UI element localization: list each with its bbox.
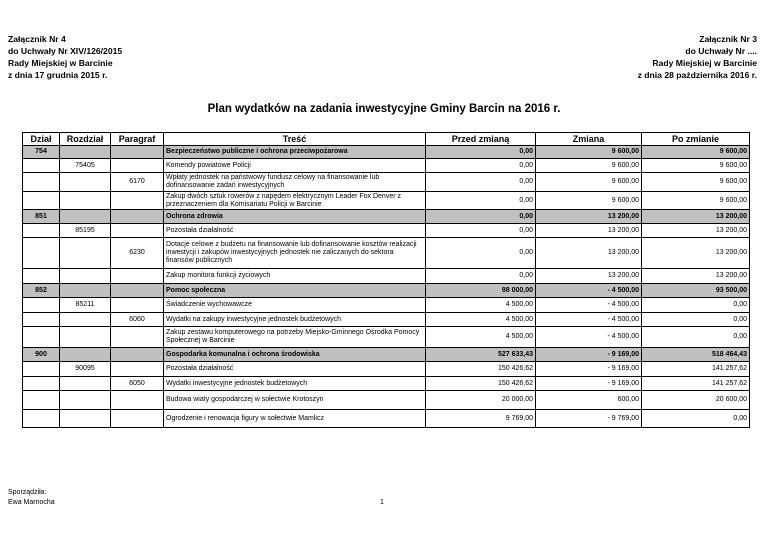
col-header-tresc: Treść xyxy=(164,133,426,146)
cell-po-zmianie: 0,00 xyxy=(642,327,750,348)
cell-paragraf xyxy=(111,269,164,284)
cell-tresc: Ogrodzenie i renowacja figury w sołectwie Mamlicz xyxy=(164,410,426,428)
cell-paragraf: 6060 xyxy=(111,313,164,327)
cell-tresc: Pozostała działalność xyxy=(164,362,426,377)
cell-tresc: Komendy powiatowe Policji xyxy=(164,159,426,173)
table-row xyxy=(23,298,750,313)
footer-label: Sporządziła: xyxy=(8,489,47,496)
cell-paragraf: 6170 xyxy=(111,173,164,192)
cell-rozdzial: 90095 xyxy=(60,362,111,377)
cell-zmiana: - 9 169,00 xyxy=(536,377,642,391)
header-right-line: do Uchwały Nr .... xyxy=(685,46,757,56)
table-row xyxy=(23,159,750,173)
cell-po-zmianie: 13 200,00 xyxy=(642,269,750,284)
cell-paragraf xyxy=(111,298,164,313)
cell-tresc: Zakup zestawu komputerowego na potrzeby Miejsko-Gminnego Ośrodka Pomocy Społecznej w Barcinie xyxy=(164,327,426,348)
cell-tresc: Wydatki na zakupy inwestycyjne jednostek budżetowych xyxy=(164,313,426,327)
table-row xyxy=(23,410,750,428)
cell-przed-zmiana: 4 500,00 xyxy=(426,313,536,327)
cell-po-zmianie: 0,00 xyxy=(642,410,750,428)
cell-paragraf: 6230 xyxy=(111,238,164,269)
header-right xyxy=(638,33,757,81)
header-right-line: Rady Miejskiej w Barcinie xyxy=(652,58,757,68)
cell-rozdzial xyxy=(60,284,111,298)
cell-tresc: Ochrona zdrowia xyxy=(164,210,426,224)
col-header-rozdzial: Rozdział xyxy=(60,133,111,146)
cell-rozdzial xyxy=(60,410,111,428)
header-left xyxy=(8,33,122,81)
cell-tresc: Wydatki inwestycyjne jednostek budżetowych xyxy=(164,377,426,391)
cell-po-zmianie: 93 500,00 xyxy=(642,284,750,298)
cell-zmiana: - 9 169,00 xyxy=(536,348,642,362)
cell-zmiana: - 9 769,00 xyxy=(536,410,642,428)
cell-dzial xyxy=(23,362,60,377)
page-number: 1 xyxy=(380,499,384,506)
cell-paragraf xyxy=(111,410,164,428)
table-row xyxy=(23,377,750,391)
cell-rozdzial: 85211 xyxy=(60,298,111,313)
cell-zmiana: - 4 500,00 xyxy=(536,298,642,313)
table-row xyxy=(23,146,750,159)
cell-zmiana: - 4 500,00 xyxy=(536,313,642,327)
cell-paragraf xyxy=(111,224,164,238)
cell-rozdzial: 75405 xyxy=(60,159,111,173)
cell-rozdzial xyxy=(60,269,111,284)
col-header-dzial: Dział xyxy=(23,133,60,146)
cell-przed-zmiana: 0,00 xyxy=(426,159,536,173)
cell-rozdzial xyxy=(60,313,111,327)
header-left-line: do Uchwały Nr XIV/126/2015 xyxy=(8,46,123,56)
cell-przed-zmiana: 0,00 xyxy=(426,146,536,159)
table-row xyxy=(23,269,750,284)
table-row xyxy=(23,173,750,192)
col-header-przed: Przed zmianą xyxy=(426,133,536,146)
cell-rozdzial xyxy=(60,173,111,192)
cell-zmiana: - 4 500,00 xyxy=(536,327,642,348)
cell-przed-zmiana: 527 633,43 xyxy=(426,348,536,362)
cell-paragraf xyxy=(111,159,164,173)
cell-zmiana: 13 200,00 xyxy=(536,269,642,284)
header-right-line: z dnia 28 października 2016 r. xyxy=(637,70,757,80)
cell-przed-zmiana: 0,00 xyxy=(426,238,536,269)
cell-dzial xyxy=(23,269,60,284)
cell-zmiana: 13 200,00 xyxy=(536,238,642,269)
cell-po-zmianie: 20 600,00 xyxy=(642,391,750,410)
cell-przed-zmiana: 4 500,00 xyxy=(426,327,536,348)
col-header-paragraf: Paragraf xyxy=(111,133,164,146)
table-row xyxy=(23,348,750,362)
cell-dzial xyxy=(23,238,60,269)
cell-przed-zmiana: 0,00 xyxy=(426,192,536,210)
cell-po-zmianie: 0,00 xyxy=(642,313,750,327)
cell-paragraf xyxy=(111,391,164,410)
cell-zmiana: - 4 500,00 xyxy=(536,284,642,298)
cell-rozdzial xyxy=(60,348,111,362)
cell-po-zmianie: 9 600,00 xyxy=(642,146,750,159)
cell-tresc: Zakup dwóch sztuk rowerów z napędem elektrycznym Leader Fox Denver z przeznaczeniem dla Komisariatu Policji w Barcinie xyxy=(164,192,426,210)
cell-po-zmianie: 13 200,00 xyxy=(642,238,750,269)
cell-paragraf xyxy=(111,146,164,159)
header-right-line: Załącznik Nr 3 xyxy=(699,34,757,44)
cell-paragraf xyxy=(111,210,164,224)
cell-zmiana: 9 600,00 xyxy=(536,159,642,173)
cell-po-zmianie: 9 600,00 xyxy=(642,159,750,173)
cell-paragraf xyxy=(111,362,164,377)
cell-dzial xyxy=(23,327,60,348)
table-row xyxy=(23,192,750,210)
cell-dzial xyxy=(23,192,60,210)
cell-rozdzial xyxy=(60,391,111,410)
table-row xyxy=(23,362,750,377)
cell-zmiana: 600,00 xyxy=(536,391,642,410)
table-row xyxy=(23,284,750,298)
table-row xyxy=(23,224,750,238)
cell-tresc: Pozostała działalność xyxy=(164,224,426,238)
cell-przed-zmiana: 0,00 xyxy=(426,210,536,224)
table-row xyxy=(23,210,750,224)
cell-rozdzial xyxy=(60,210,111,224)
cell-po-zmianie: 141 257,62 xyxy=(642,362,750,377)
header-left-line: z dnia 17 grudnia 2015 r. xyxy=(8,70,108,80)
cell-dzial: 851 xyxy=(23,210,60,224)
cell-po-zmianie: 0,00 xyxy=(642,298,750,313)
cell-paragraf xyxy=(111,192,164,210)
cell-tresc: Pomoc społeczna xyxy=(164,284,426,298)
cell-przed-zmiana: 0,00 xyxy=(426,173,536,192)
cell-przed-zmiana: 20 000,00 xyxy=(426,391,536,410)
cell-po-zmianie: 141 257,62 xyxy=(642,377,750,391)
cell-paragraf: 6050 xyxy=(111,377,164,391)
cell-tresc: Świadczenie wychowawcze xyxy=(164,298,426,313)
table-row xyxy=(23,238,750,269)
cell-dzial xyxy=(23,313,60,327)
cell-dzial: 852 xyxy=(23,284,60,298)
cell-po-zmianie: 13 200,00 xyxy=(642,224,750,238)
cell-dzial xyxy=(23,159,60,173)
document-title: Plan wydatków na zadania inwestycyjne Gminy Barcin na 2016 r. xyxy=(207,103,561,115)
table-row xyxy=(23,327,750,348)
cell-paragraf xyxy=(111,348,164,362)
table-row xyxy=(23,391,750,410)
cell-tresc: Gospodarka komunalna i ochrona środowiska xyxy=(164,348,426,362)
cell-tresc: Budowa wiaty gospodarczej w sołectwie Krotoszyn xyxy=(164,391,426,410)
table-header-row xyxy=(23,133,750,146)
col-header-zmiana: Zmiana xyxy=(536,133,642,146)
cell-po-zmianie: 9 600,00 xyxy=(642,192,750,210)
cell-tresc: Wpłaty jednostek na państwowy fundusz celowy na finansowanie lub dofinansowanie zadań inwestycyjnych xyxy=(164,173,426,192)
cell-dzial xyxy=(23,391,60,410)
cell-rozdzial xyxy=(60,327,111,348)
cell-zmiana: 9 600,00 xyxy=(536,146,642,159)
cell-tresc: Dotacje celowe z budżetu na finansowanie lub dofinansowanie kosztów realizacji inwestycji i zakupów inwestycyjnych jednostek nie zaliczanych do sektora finansów publicznych xyxy=(164,238,426,269)
cell-zmiana: 9 600,00 xyxy=(536,192,642,210)
cell-przed-zmiana: 9 769,00 xyxy=(426,410,536,428)
cell-paragraf xyxy=(111,284,164,298)
cell-dzial: 754 xyxy=(23,146,60,159)
cell-dzial: 900 xyxy=(23,348,60,362)
cell-przed-zmiana: 0,00 xyxy=(426,269,536,284)
cell-paragraf xyxy=(111,327,164,348)
cell-dzial xyxy=(23,298,60,313)
cell-zmiana: 13 200,00 xyxy=(536,210,642,224)
cell-tresc: Bezpieczeństwo publiczne i ochrona przeciwpożarowa xyxy=(164,146,426,159)
cell-rozdzial xyxy=(60,192,111,210)
cell-po-zmianie: 13 200,00 xyxy=(642,210,750,224)
cell-dzial xyxy=(23,377,60,391)
cell-dzial xyxy=(23,224,60,238)
header-left-line: Rady Miejskiej w Barcinie xyxy=(8,58,113,68)
cell-tresc: Zakup monitora funkcji życiowych xyxy=(164,269,426,284)
cell-po-zmianie: 9 600,00 xyxy=(642,173,750,192)
col-header-po: Po zmianie xyxy=(642,133,750,146)
cell-zmiana: 13 200,00 xyxy=(536,224,642,238)
budget-table xyxy=(22,132,750,428)
cell-po-zmianie: 518 464,43 xyxy=(642,348,750,362)
cell-zmiana: - 9 169,00 xyxy=(536,362,642,377)
cell-rozdzial xyxy=(60,377,111,391)
header-left-line: Załącznik Nr 4 xyxy=(8,34,66,44)
cell-zmiana: 9 600,00 xyxy=(536,173,642,192)
table-row xyxy=(23,313,750,327)
cell-dzial xyxy=(23,410,60,428)
cell-rozdzial xyxy=(60,146,111,159)
cell-przed-zmiana: 4 500,00 xyxy=(426,298,536,313)
cell-przed-zmiana: 150 426,62 xyxy=(426,377,536,391)
cell-przed-zmiana: 0,00 xyxy=(426,224,536,238)
cell-rozdzial: 85195 xyxy=(60,224,111,238)
cell-przed-zmiana: 98 000,00 xyxy=(426,284,536,298)
cell-dzial xyxy=(23,173,60,192)
footer-signature xyxy=(8,488,55,508)
cell-przed-zmiana: 150 426,62 xyxy=(426,362,536,377)
footer-name: Ewa Marnocha xyxy=(8,499,55,506)
cell-rozdzial xyxy=(60,238,111,269)
